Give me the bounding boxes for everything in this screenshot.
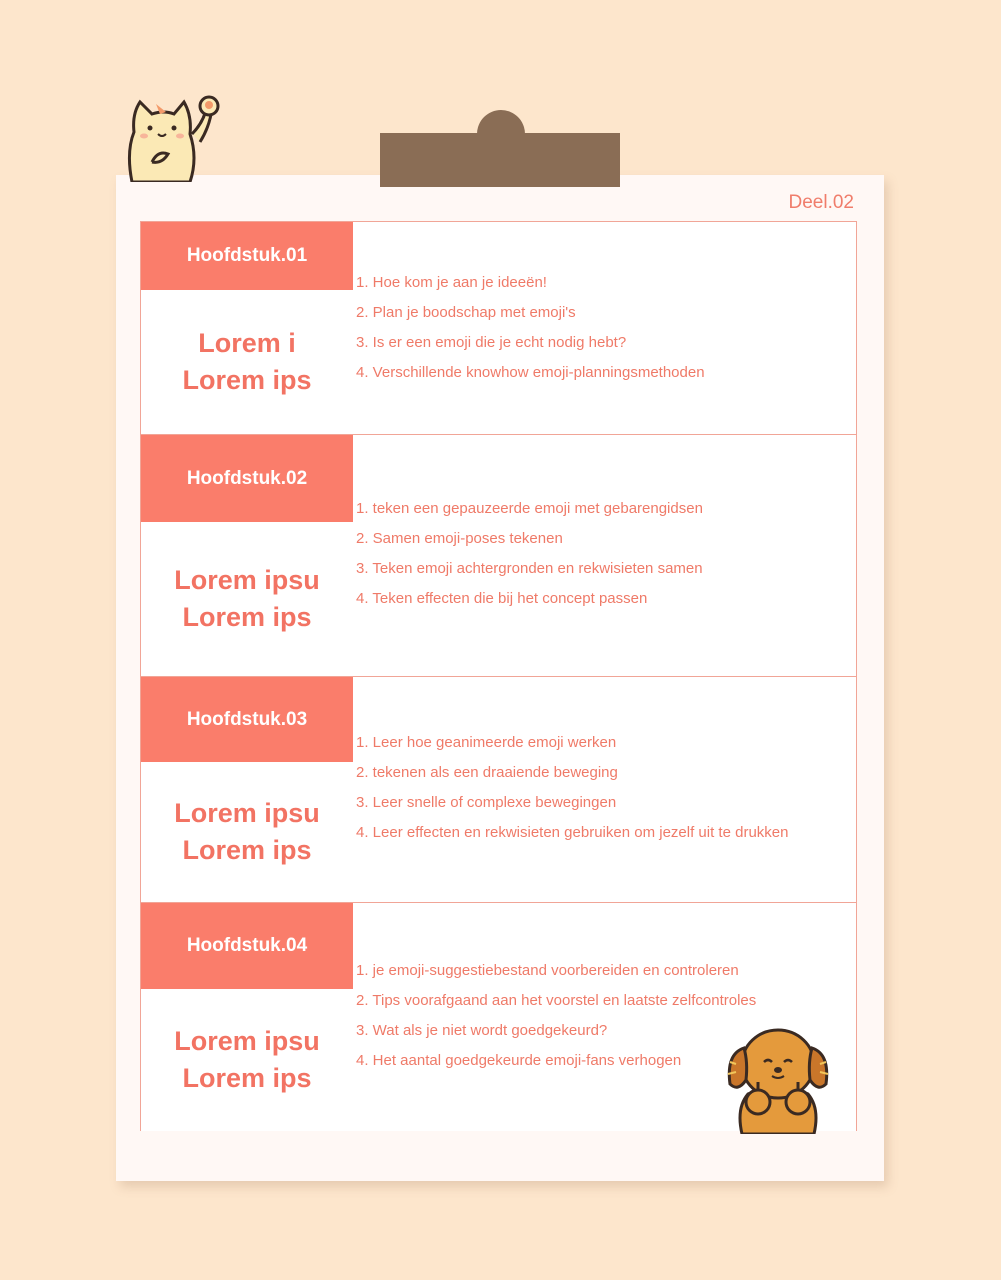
list-item: 3. Is er een emoji die je echt nodig hebt?	[356, 334, 627, 351]
chapter-items-cell	[353, 435, 856, 676]
chapter-item-list	[356, 494, 703, 614]
chapter-table	[140, 221, 857, 1131]
chapter-title	[141, 290, 353, 434]
chapter-item-list	[356, 956, 756, 1076]
list-item: 4. Leer effecten en rekwisieten gebruiken om jezelf uit te drukken	[356, 824, 789, 841]
chapter-title-cell	[141, 435, 354, 676]
list-item: 3. Leer snelle of complexe bewegingen	[356, 794, 617, 811]
chapter-title-line: Lorem ipsu	[174, 798, 320, 828]
chapter-heading: Hoofdstuk.03	[141, 677, 353, 762]
chapter-title	[141, 522, 353, 676]
chapter-title	[141, 989, 353, 1131]
dog-sticker-icon	[722, 1018, 834, 1134]
chapter-heading: Hoofdstuk.04	[141, 903, 353, 989]
chapter-title	[141, 762, 353, 902]
chapter-row	[141, 677, 856, 903]
list-item: 2. Samen emoji-poses tekenen	[356, 530, 563, 547]
list-item: 1. teken een gepauzeerde emoji met gebarengidsen	[356, 500, 703, 517]
binder-clip	[380, 133, 620, 187]
list-item: 2. tekenen als een draaiende beweging	[356, 764, 618, 781]
chapter-title-cell	[141, 903, 354, 1131]
chapter-items-cell	[353, 677, 856, 902]
chapter-title-line: Lorem ipsu	[174, 1026, 320, 1056]
chapter-title-line: Lorem ips	[182, 602, 312, 632]
list-item: 4. Teken effecten die bij het concept passen	[356, 590, 648, 607]
cat-sticker-icon	[112, 92, 227, 182]
list-item: 2. Tips voorafgaand aan het voorstel en laatste zelfcontroles	[356, 992, 757, 1009]
chapter-title-line: Lorem ipsu	[174, 565, 320, 595]
chapter-heading: Hoofdstuk.02	[141, 435, 353, 522]
list-item: 3. Wat als je niet wordt goedgekeurd?	[356, 1022, 608, 1039]
chapter-row	[141, 222, 856, 435]
list-item: 1. Hoe kom je aan je ideeën!	[356, 274, 547, 291]
chapter-title-line: Lorem ips	[182, 835, 312, 865]
chapter-row	[141, 435, 856, 677]
list-item: 4. Het aantal goedgekeurde emoji-fans verhogen	[356, 1052, 682, 1069]
list-item: 2. Plan je boodschap met emoji's	[356, 304, 576, 321]
chapter-title-cell	[141, 677, 354, 902]
chapter-items-cell	[353, 222, 856, 434]
chapter-title-line: Lorem i	[198, 328, 296, 358]
chapter-title-line: Lorem ips	[182, 365, 312, 395]
chapter-title-line: Lorem ips	[182, 1063, 312, 1093]
list-item: 3. Teken emoji achtergronden en rekwisieten samen	[356, 560, 703, 577]
chapter-item-list	[356, 268, 705, 388]
chapter-heading: Hoofdstuk.01	[141, 222, 353, 290]
list-item: 4. Verschillende knowhow emoji-planningsmethoden	[356, 364, 705, 381]
part-label: Deel.02	[788, 192, 854, 213]
list-item: 1. je emoji-suggestiebestand voorbereiden en controleren	[356, 962, 739, 979]
list-item: 1. Leer hoe geanimeerde emoji werken	[356, 734, 617, 751]
chapter-item-list	[356, 728, 788, 848]
chapter-title-cell	[141, 222, 354, 434]
